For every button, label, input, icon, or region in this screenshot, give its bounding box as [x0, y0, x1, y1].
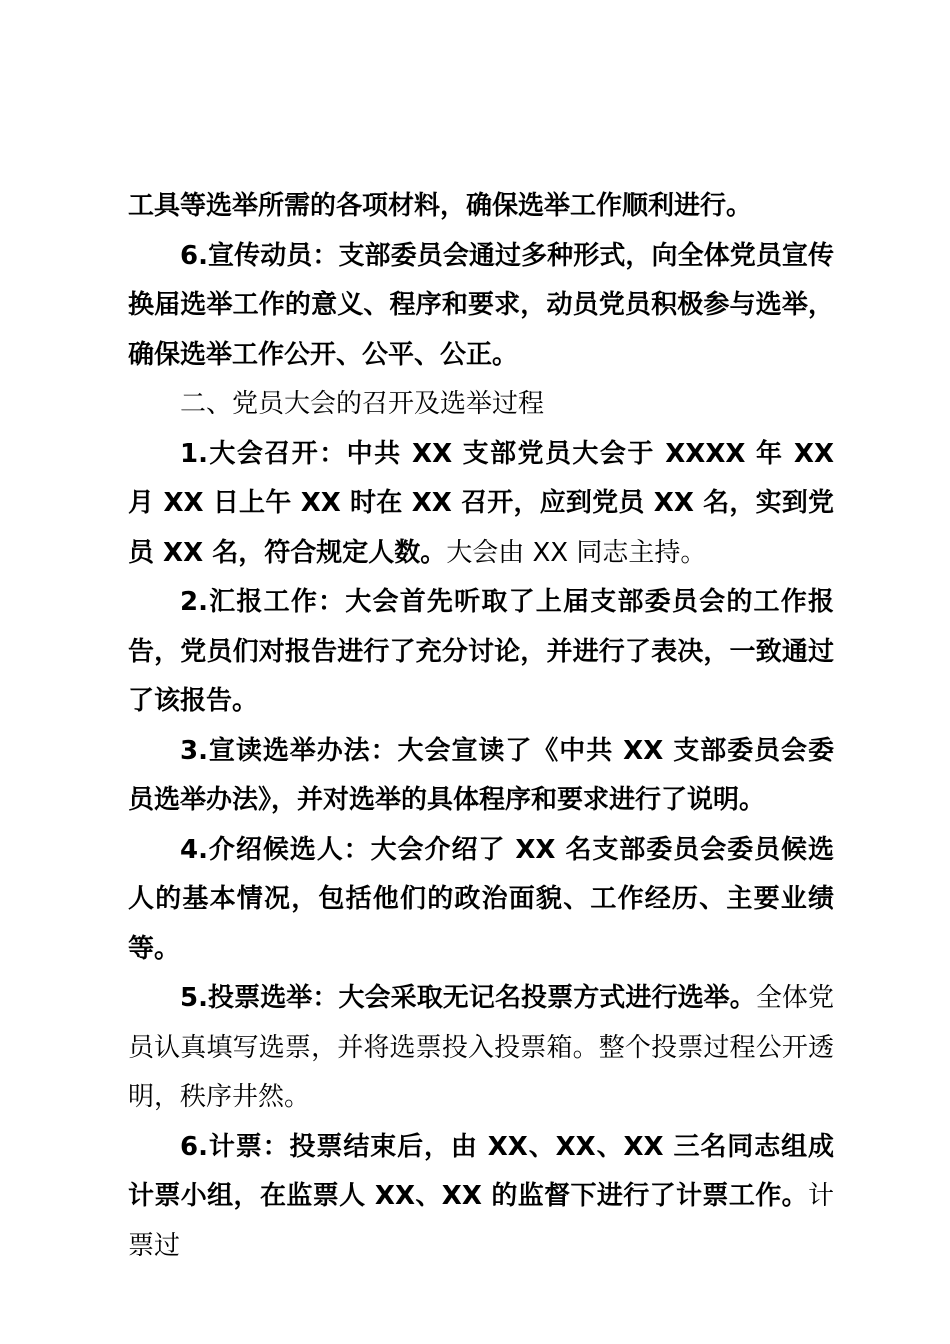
- paragraph-vote-counting: [128, 1123, 834, 1272]
- paragraph-bold-text: 2.汇报工作：大会首先听取了上届支部委员会的工作报告，党员们对报告进行了充分讨论，并进行了表决，一致通过了该报告。: [128, 587, 834, 716]
- paragraph-bold-text: 4.介绍候选人：大会介绍了 XX 名支部委员会委员候选人的基本情况，包括他们的政治面貌、工作经历、主要业绩等。: [128, 834, 834, 964]
- document-body: [128, 182, 834, 1271]
- paragraph-election-rules: [128, 727, 834, 826]
- paragraph-normal-text: 大会由 XX 同志主持。: [446, 537, 707, 568]
- paragraph-bold-text: 1.大会召开：中共 XX 支部党员大会于 XXXX 年 XX 月 XX 日上午 XX 时在 XX 召开，应到党员 XX 名，实到党员 XX 名，符合规定人数。: [128, 438, 834, 568]
- paragraph-materials-continuation: [128, 182, 834, 232]
- paragraph-bold-text: 6.宣传动员：支部委员会通过多种形式，向全体党员宣传换届选举工作的意义、程序和要求，动员党员积极参与选举，确保选举工作公开、公平、公正。: [128, 240, 834, 370]
- paragraph-bold-text: 5.投票选举：大会采取无记名投票方式进行选举。: [180, 983, 756, 1013]
- paragraph-normal-text: 计票过: [128, 1181, 834, 1261]
- paragraph-voting: [128, 974, 834, 1123]
- paragraph-bold-text: 6.计票：投票结束后，由 XX、XX、XX 三名同志组成计票小组，在监票人 XX、XX 的监督下进行了计票工作。: [128, 1131, 834, 1211]
- section-heading-text: 二、党员大会的召开及选举过程: [180, 389, 545, 419]
- paragraph-normal-text: 全体党员认真填写选票，并将选票投入投票箱。整个投票过程公开透明，秩序井然。: [128, 983, 834, 1112]
- paragraph-candidates: [128, 826, 834, 975]
- paragraph-publicity-mobilization: [128, 232, 834, 381]
- section-heading-meeting-and-election: [128, 380, 834, 430]
- paragraph-bold-text: 工具等选举所需的各项材料，确保选举工作顺利进行。: [128, 191, 753, 221]
- paragraph-bold-text: 3.宣读选举办法：大会宣读了《中共 XX 支部委员会委员选举办法》，并对选举的具体程序和要求进行了说明。: [128, 735, 834, 815]
- paragraph-work-report: [128, 578, 834, 727]
- paragraph-meeting-convened: [128, 430, 834, 579]
